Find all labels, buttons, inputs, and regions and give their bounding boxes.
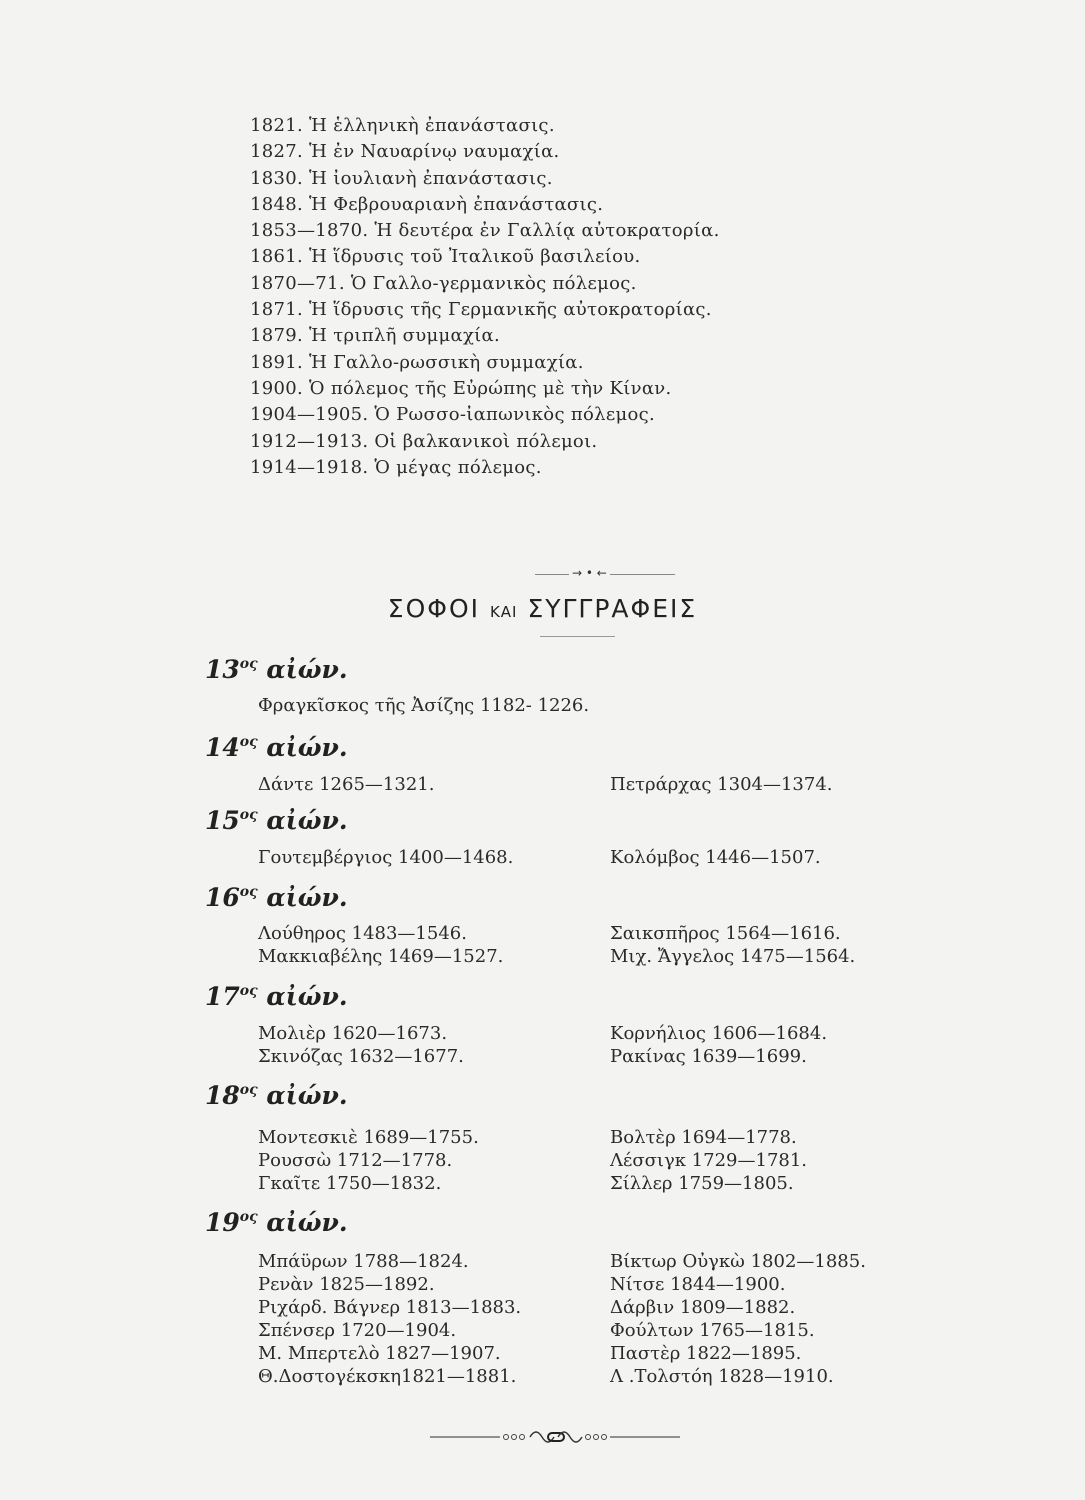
chronology-entry: 1848. Ἡ Φεβρουαριανὴ ἐπανάστασις. [250, 193, 604, 215]
century-suffix: ος [239, 656, 258, 672]
writer-row [258, 1172, 958, 1195]
writer-entry: Δάντε 1265—1321. [258, 774, 435, 795]
century-word: αἰών. [266, 733, 348, 762]
writer-entry: Σπένσερ 1720—1904. [258, 1320, 457, 1341]
writer-row [258, 922, 958, 945]
writer-entry: Σαικσπῆρος 1564—1616. [610, 923, 841, 944]
writer-row [258, 1149, 958, 1172]
chronology-entry: 1830. Ἡ ἰουλιανὴ ἐπανάστασις. [250, 167, 553, 189]
section-title [0, 594, 1085, 623]
writer-row [258, 694, 958, 717]
writer-row [258, 1319, 958, 1342]
writer-row [258, 1126, 958, 1149]
century-number: 15 [205, 806, 240, 835]
century-entries-19 [258, 1250, 958, 1388]
chronology-entry: 1853—1870. Ἡ δευτέρα ἐν Γαλλίᾳ αὐτοκρατορία. [250, 220, 720, 242]
divider-arrows-icon: → • ← [569, 566, 610, 580]
writer-entry: Νίτσε 1844—1900. [610, 1274, 786, 1295]
century-number: 14 [205, 733, 240, 762]
writer-entry: Πετράρχας 1304—1374. [610, 774, 833, 795]
writer-entry: Γουτεμβέργιος 1400—1468. [258, 847, 514, 868]
writer-entry: Λ .Τολστόη 1828—1910. [610, 1366, 834, 1387]
chronology-entry: 1900. Ὁ πόλεμος τῆς Εὐρώπης μὲ τὴν Κίναν. [250, 377, 672, 399]
century-word: αἰών. [266, 655, 348, 684]
century-word: αἰών. [266, 1208, 348, 1237]
writer-entry: Θ.Δοστογέκσκη1821—1881. [258, 1366, 517, 1387]
century-heading-13 [205, 655, 348, 684]
writer-entry: Μοντεσκιὲ 1689—1755. [258, 1127, 479, 1148]
writer-entry: Ρακίνας 1639—1699. [610, 1046, 807, 1067]
writer-entry: Μπάϋρων 1788—1824. [258, 1251, 469, 1272]
writer-row [258, 1022, 958, 1045]
writer-row [258, 1342, 958, 1365]
century-number: 16 [205, 883, 240, 912]
century-heading-17 [205, 982, 348, 1011]
century-heading-16 [205, 883, 348, 912]
writer-row [258, 1273, 958, 1296]
writer-entry: Λούθηρος 1483—1546. [258, 923, 467, 944]
writer-entry: Φούλτων 1765—1815. [610, 1320, 815, 1341]
writer-entry: Μιχ. Ἄγγελος 1475—1564. [610, 946, 856, 967]
century-word: αἰών. [266, 982, 348, 1011]
chronology-entry: 1827. Ἡ ἐν Ναυαρίνῳ ναυμαχία. [250, 141, 560, 163]
section-title-part: ΣΟΦΟΙ [387, 594, 480, 623]
title-underline [540, 636, 615, 637]
writer-entry: Δάρβιν 1809—1882. [610, 1297, 796, 1318]
century-suffix: ος [239, 734, 258, 750]
ornament-icon [430, 1425, 680, 1449]
writer-entry: Παστὲρ 1822—1895. [610, 1343, 802, 1364]
century-word: αἰών. [266, 883, 348, 912]
writer-entry: Φραγκῖσκος τῆς Ἀσίζης 1182- 1226. [258, 695, 590, 716]
century-heading-18 [205, 1081, 348, 1110]
writer-entry: Μακκιαβέλης 1469—1527. [258, 946, 504, 967]
writer-row [258, 773, 958, 796]
writer-row [258, 945, 958, 968]
century-suffix: ος [239, 983, 258, 999]
chronology-entry: 1891. Ἡ Γαλλο-ρωσσικὴ συμμαχία. [250, 351, 584, 373]
century-entries-17 [258, 1022, 958, 1068]
century-entries-15 [258, 846, 958, 869]
century-number: 18 [205, 1081, 240, 1110]
writer-entry: Σκινόζας 1632—1677. [258, 1046, 464, 1067]
section-title-part: ΣΥΓΓΡΑΦΕΙΣ [527, 594, 698, 623]
writer-entry: Γκαῖτε 1750—1832. [258, 1173, 442, 1194]
chronology-entry: 1861. Ἡ ἵδρυσις τοῦ Ἰταλικοῦ βασιλείου. [250, 246, 641, 268]
writer-entry: Κορνήλιος 1606—1684. [610, 1023, 828, 1044]
century-entries-13 [258, 694, 958, 717]
section-title-part: ΚΑΙ [489, 603, 518, 621]
century-number: 13 [205, 655, 240, 684]
century-suffix: ος [239, 1082, 258, 1098]
chronology-entry: 1904—1905. Ὁ Ρωσσο-ἰαπωνικὸς πόλεμος. [250, 404, 655, 426]
century-word: αἰών. [266, 806, 348, 835]
writer-row [258, 1365, 958, 1388]
writer-row [258, 1250, 958, 1273]
century-suffix: ος [239, 884, 258, 900]
writer-entry: Κολόμβος 1446—1507. [610, 847, 821, 868]
writer-entry: Μολιὲρ 1620—1673. [258, 1023, 448, 1044]
writer-entry: Μ. Μπερτελὸ 1827—1907. [258, 1343, 501, 1364]
writer-row [258, 846, 958, 869]
chronology-entry: 1912—1913. Οἱ βαλκανικοὶ πόλεμοι. [250, 430, 598, 452]
writer-entry: Ρενὰν 1825—1892. [258, 1274, 435, 1295]
chronology-entry: 1914—1918. Ὁ μέγας πόλεμος. [250, 456, 542, 478]
chronology-entry: 1870—71. Ὁ Γαλλο-γερμανικὸς πόλεμος. [250, 272, 637, 294]
century-entries-16 [258, 922, 958, 968]
century-suffix: ος [239, 807, 258, 823]
century-word: αἰών. [266, 1081, 348, 1110]
century-number: 19 [205, 1208, 240, 1237]
writer-entry: Ριχάρδ. Βάγνερ 1813—1883. [258, 1297, 522, 1318]
writer-entry: Βίκτωρ Οὐγκὼ 1802—1885. [610, 1251, 866, 1272]
century-heading-19 [205, 1208, 348, 1237]
century-heading-15 [205, 806, 348, 835]
writer-entry: Βολτὲρ 1694—1778. [610, 1127, 797, 1148]
century-entries-14 [258, 773, 958, 796]
section-divider [535, 566, 675, 580]
century-number: 17 [205, 982, 240, 1011]
chronology-entry: 1879. Ἡ τριπλῆ συμμαχία. [250, 325, 500, 347]
writer-entry: Ρουσσὼ 1712—1778. [258, 1150, 453, 1171]
writer-row [258, 1296, 958, 1319]
writer-entry: Σίλλερ 1759—1805. [610, 1173, 794, 1194]
century-heading-14 [205, 733, 348, 762]
writer-entry: Λέσσιγκ 1729—1781. [610, 1150, 808, 1171]
century-entries-18 [258, 1126, 958, 1195]
century-suffix: ος [239, 1209, 258, 1225]
chronology-entry: 1871. Ἡ ἵδρυσις τῆς Γερμανικῆς αὐτοκρατορίας. [250, 299, 712, 321]
chronology-list [250, 113, 890, 481]
chronology-entry: 1821. Ἡ ἑλληνικὴ ἐπανάστασις. [250, 115, 555, 136]
writer-row [258, 1045, 958, 1068]
